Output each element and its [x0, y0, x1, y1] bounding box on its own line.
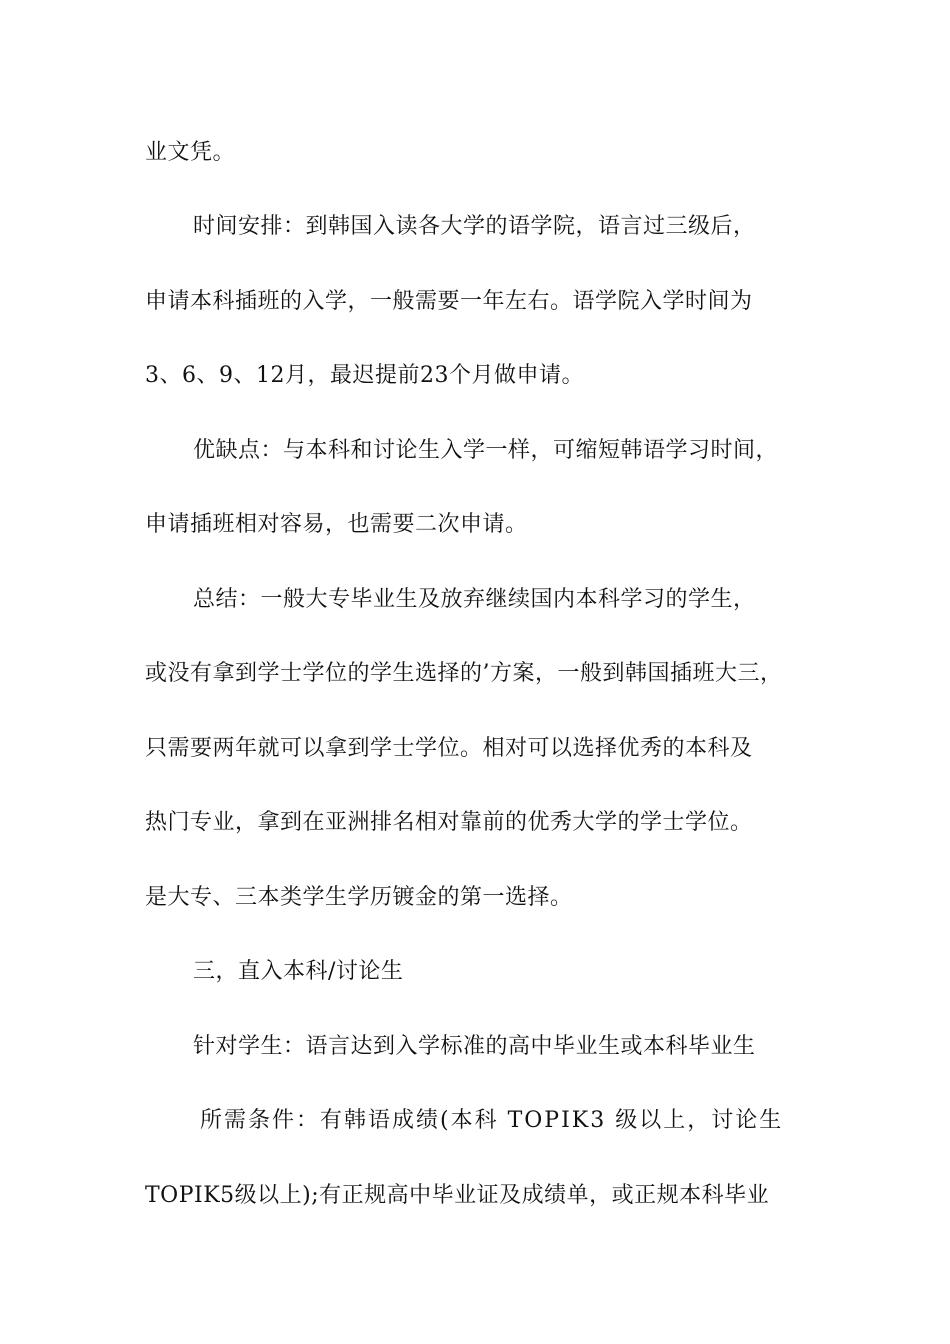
paragraph-line: 是大专、三本类学生学历镀金的第一选择。 [145, 885, 573, 910]
paragraph-line: 时间安排：到韩国入读各大学的语学院，语言过三级后， [193, 214, 756, 239]
paragraph-line: 针对学生：语言达到入学标准的高中毕业生或本科毕业生 [193, 1034, 756, 1059]
paragraph-line: 热门专业，拿到在亚洲排名相对靠前的优秀大学的学士学位。 [145, 810, 753, 835]
paragraph-line: 申请插班相对容易，也需要二次申请。 [145, 512, 528, 537]
paragraph-line: 业文凭。 [145, 140, 236, 165]
paragraph-line: 申请本科插班的入学，一般需要一年左右。语学院入学时间为 [145, 289, 753, 314]
section-heading: 三，直入本科/讨论生 [193, 959, 404, 984]
paragraph-line: 或没有拿到学士学位的学生选择的’方案，一般到韩国插班大三， [145, 661, 783, 686]
paragraph-line: 优缺点：与本科和讨论生入学一样，可缩短韩语学习时间， [193, 438, 779, 463]
paragraph-line: 所需条件：有韩语成绩(本科 TOPIK3 级以上，讨论生 [200, 1108, 784, 1133]
paragraph-line: 只需要两年就可以拿到学士学位。相对可以选择优秀的本科及 [145, 736, 753, 761]
paragraph-line: TOPIK5级以上);有正规高中毕业证及成绩单，或正规本科毕业 [145, 1183, 770, 1208]
paragraph-line: 总结：一般大专毕业生及放弃继续国内本科学习的学生， [193, 587, 756, 612]
paragraph-line: 3、6、9、12月，最迟提前23个月做申请。 [145, 363, 584, 388]
